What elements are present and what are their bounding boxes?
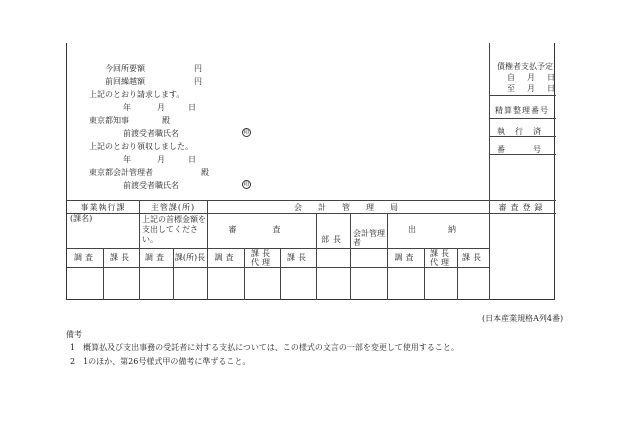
- vline-2: [207, 200, 208, 300]
- rp-line-1: [489, 95, 556, 96]
- note-2: 2 1のほか、第26号様式甲の備考に準ずること。: [70, 357, 251, 366]
- vline-director-left: [316, 213, 317, 300]
- cell-deputy-2: 課長代理: [430, 249, 452, 267]
- previous-amount-label: 前回繰越額: [105, 77, 145, 86]
- request-addressee-suffix: 殿: [162, 116, 170, 125]
- disbursement-label: 出 納: [408, 225, 468, 234]
- receipt-text: 上記のとおり領収しました。: [89, 142, 193, 151]
- to-month: 月: [527, 84, 535, 93]
- request-payee: 前渡受者職氏名: [123, 129, 179, 138]
- table-top-line: [67, 200, 556, 201]
- vline-c: [244, 248, 245, 300]
- vline-e: [424, 248, 425, 300]
- previous-amount-yen: 円: [194, 77, 202, 86]
- request-text: 上記のとおり請求します。: [89, 90, 185, 99]
- review-register-label: 審査登録: [498, 203, 547, 212]
- rp-line-2: [489, 118, 556, 119]
- number-label: 番号: [497, 145, 569, 154]
- vline-review: [489, 200, 490, 300]
- executed-label: 執行済: [497, 127, 551, 136]
- cell-review-2: 調査: [145, 253, 167, 262]
- cell-review-4: 調査: [394, 253, 417, 262]
- cell-review-3: 調査: [214, 253, 237, 262]
- panel-divider: [489, 43, 490, 200]
- middle-bottom-line: [67, 248, 489, 249]
- from-day: 日: [547, 73, 555, 82]
- notes-title: 備考: [66, 330, 82, 339]
- cell-chief-4: 課長: [462, 253, 484, 262]
- request-year: 年: [123, 103, 131, 112]
- receipt-addressee: 東京都会計管理者: [89, 168, 153, 177]
- cell-review-1: 調査: [74, 253, 96, 262]
- receipt-day: 日: [188, 155, 196, 164]
- request-seal-icon: 印: [243, 128, 250, 136]
- labels-bottom-line: [67, 267, 489, 268]
- request-day: 日: [188, 103, 196, 112]
- note-1: 1 概算払及び支出事務の受託者に対する支払については、この様式の文言の一部を変更して使用すること。: [70, 343, 459, 352]
- cell-section-chief: 課(所)長: [174, 253, 206, 262]
- exec-section-label: 事業執行課: [80, 203, 126, 212]
- approval-text: 上記の首標金額を支出してください。: [142, 215, 206, 244]
- spec-label: (日本産業規格A列4番): [482, 314, 564, 323]
- accounting-bureau-label: 会 計 管 理 局: [294, 203, 402, 212]
- to-label: 至: [507, 84, 515, 93]
- vline-1: [139, 200, 140, 300]
- receipt-seal-icon: 印: [243, 180, 250, 188]
- accounting-manager-label: 会計管理者: [353, 229, 385, 247]
- cell-chief-3: 課長: [287, 253, 309, 262]
- section-name-label: (課名): [70, 214, 93, 223]
- header-bottom-line: [67, 213, 556, 214]
- request-addressee: 東京都知事: [89, 116, 129, 125]
- to-day: 日: [547, 84, 555, 93]
- schedule-title: 債権者支払予定: [497, 62, 553, 71]
- review-label: 審 査: [228, 225, 295, 234]
- from-label: 自: [507, 73, 515, 82]
- receipt-month: 月: [157, 155, 165, 164]
- main-section-label: 主管課(所): [150, 203, 196, 212]
- receipt-addressee-suffix: 殿: [201, 168, 209, 177]
- receipt-year: 年: [123, 155, 131, 164]
- director-label: 部長: [321, 235, 345, 244]
- rp-line-3: [489, 136, 556, 137]
- current-amount-yen: 円: [194, 64, 202, 73]
- receipt-payee: 前渡受者職氏名: [123, 181, 179, 190]
- cell-deputy-1: 課長代理: [251, 249, 273, 267]
- current-amount-label: 今回所要額: [105, 64, 145, 73]
- settlement-number: 精算整理番号: [495, 106, 549, 115]
- form-frame: [66, 43, 569, 300]
- rp-line-4: [489, 154, 556, 155]
- vline-director-right: [350, 213, 351, 300]
- cell-chief-1: 課長: [110, 253, 132, 262]
- from-month: 月: [527, 73, 535, 82]
- request-month: 月: [157, 103, 165, 112]
